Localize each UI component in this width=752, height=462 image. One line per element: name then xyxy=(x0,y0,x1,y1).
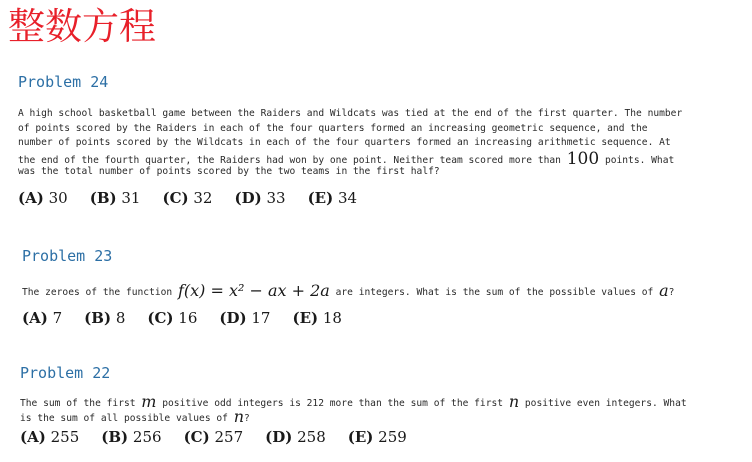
choice-letter: (A) xyxy=(20,428,46,446)
answer-choice[interactable] xyxy=(84,308,125,328)
problem-23-choices xyxy=(22,308,364,328)
choice-letter: (B) xyxy=(84,309,112,327)
choice-value: 256 xyxy=(132,428,162,446)
statement-line xyxy=(20,406,687,426)
answer-choice[interactable] xyxy=(219,308,270,328)
answer-choice[interactable] xyxy=(308,188,358,208)
problem-24-statement xyxy=(18,107,682,180)
problem-24-heading: Problem 24 xyxy=(18,73,109,91)
answer-choice[interactable] xyxy=(101,427,161,447)
statement-text: points. What xyxy=(599,154,675,166)
choice-letter: (E) xyxy=(307,189,334,207)
statement-line: of points scored by the Raiders in each of the four quarters formed an increasing geometric sequence, and the xyxy=(18,122,648,134)
answer-choice[interactable] xyxy=(147,308,197,328)
choice-value: 255 xyxy=(50,428,80,446)
choice-value: 259 xyxy=(378,428,407,446)
problem-22-statement xyxy=(20,392,687,426)
statement-line xyxy=(18,148,682,169)
answer-choice[interactable] xyxy=(265,427,326,447)
statement-text: positive even integers. What xyxy=(519,398,687,409)
choice-value: 7 xyxy=(52,309,63,327)
answer-choice[interactable] xyxy=(348,427,407,447)
answer-choice[interactable] xyxy=(234,188,285,208)
math-variable: n xyxy=(508,392,520,411)
problem-23-heading: Problem 23 xyxy=(22,247,113,265)
statement-line xyxy=(22,283,674,298)
problem-22-choices xyxy=(20,427,429,447)
choice-value: 30 xyxy=(48,189,68,207)
choice-value: 33 xyxy=(266,189,286,207)
choice-letter: (C) xyxy=(162,189,189,207)
choice-value: 34 xyxy=(337,189,358,207)
problem-23-statement xyxy=(22,283,674,298)
answer-choice[interactable] xyxy=(184,427,244,447)
math-variable: n xyxy=(233,406,245,426)
statement-text: ? xyxy=(244,412,250,424)
answer-choice[interactable] xyxy=(20,427,79,447)
choice-letter: (D) xyxy=(234,189,262,207)
statement-line: number of points scored by the Wildcats in each of the four quarters formed an increasing arithmetic sequence. At xyxy=(18,137,671,148)
statement-line: A high school basketball game between the Raiders and Wildcats was tied at the end of the first quarter. The number xyxy=(18,108,683,119)
answer-choice[interactable] xyxy=(292,308,342,328)
choice-value: 16 xyxy=(178,309,198,327)
choice-letter: (C) xyxy=(147,309,174,327)
answer-choice[interactable] xyxy=(162,188,212,208)
choice-letter: (E) xyxy=(292,309,319,327)
problem-24-choices xyxy=(18,188,379,208)
statement-text: is the sum of all possible values of xyxy=(20,412,234,424)
statement-text: The sum of the first xyxy=(20,398,142,409)
choice-letter: (B) xyxy=(101,428,129,446)
math-expression: 100 xyxy=(566,148,600,169)
choice-letter: (D) xyxy=(265,428,293,446)
choice-letter: (D) xyxy=(219,309,247,327)
problem-22-heading: Problem 22 xyxy=(20,364,111,382)
math-expression: f(x) = x² − ax + 2a xyxy=(177,281,330,300)
choice-letter: (C) xyxy=(183,428,210,446)
choice-value: 258 xyxy=(297,428,326,446)
choice-letter: (A) xyxy=(22,309,48,327)
answer-choice[interactable] xyxy=(18,188,68,208)
math-variable: m xyxy=(141,392,157,411)
choice-value: 18 xyxy=(322,309,342,327)
statement-line xyxy=(20,394,687,409)
statement-text: are integers. What is the sum of the possible values of xyxy=(329,287,660,298)
choice-letter: (E) xyxy=(347,428,374,446)
math-variable: a xyxy=(659,281,669,300)
page-title: 整数方程 xyxy=(8,5,156,48)
choice-value: 32 xyxy=(193,189,213,207)
choice-value: 257 xyxy=(214,428,244,446)
statement-text: ? xyxy=(668,287,675,298)
choice-value: 17 xyxy=(251,309,271,327)
statement-text: the end of the fourth quarter, the Raiders had won by one point. Neither team scored more than xyxy=(18,154,567,166)
choice-value: 31 xyxy=(121,189,141,207)
statement-text: The zeroes of the function xyxy=(22,287,178,298)
answer-choice[interactable] xyxy=(90,188,141,208)
answer-choice[interactable] xyxy=(22,308,62,328)
statement-text: positive odd integers is 212 more than the sum of the first xyxy=(156,398,509,409)
choice-value: 8 xyxy=(115,309,126,327)
choice-letter: (A) xyxy=(18,189,44,207)
choice-letter: (B) xyxy=(89,189,117,207)
statement-line: was the total number of points scored by the two teams in the first half? xyxy=(18,166,440,177)
